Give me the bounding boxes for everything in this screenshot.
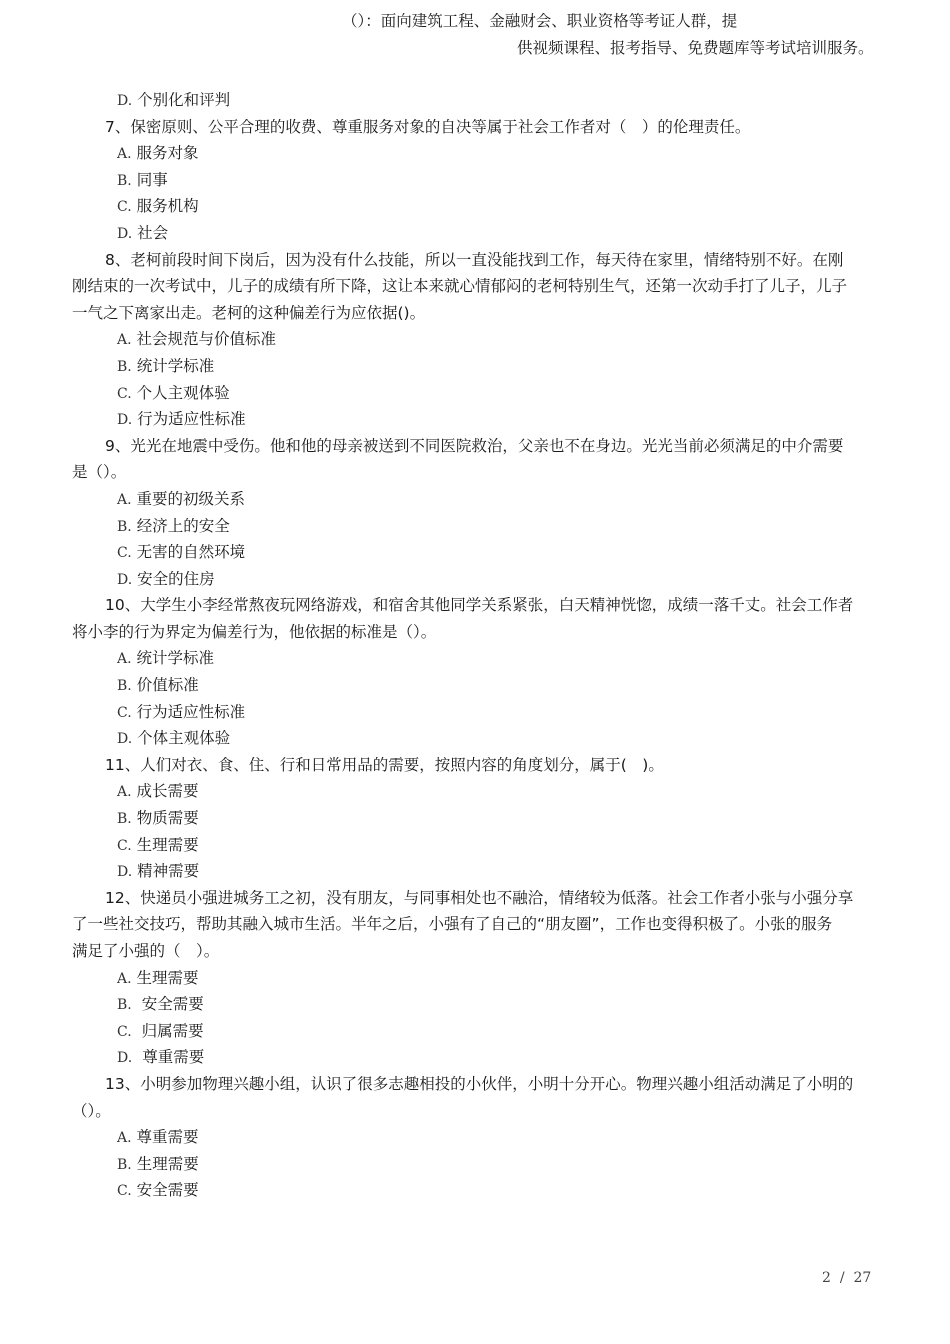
- q9-option-c: C. 无害的自然环境: [117, 543, 246, 562]
- question-13-stem-line-1: 13、小明参加物理兴趣小组，认识了很多志趣相投的小伙伴，小明十分开心。物理兴趣小组活动满足了小明的: [105, 1074, 854, 1093]
- question-content: [72, 87, 878, 1204]
- page-number: 2 / 27: [822, 1270, 872, 1286]
- q12-option-b: B. 安全需要: [117, 995, 204, 1014]
- q8-option-d: D. 行为适应性标准: [117, 410, 246, 429]
- q10-option-b: B. 价值标准: [117, 676, 199, 695]
- option-d: D. 个别化和评判: [117, 91, 231, 109]
- question-10-stem-line-2: 将小李的行为界定为偏差行为，他依据的标准是（）。: [72, 622, 437, 641]
- header-line-2: 供视频课程、报考指导、免费题库等考试培训服务。: [517, 39, 874, 57]
- question-12-stem-line-1: 12、快递员小强进城务工之初，没有朋友，与同事相处也不融洽，情绪较为低落。社会工作者小张与小强分享: [105, 888, 854, 907]
- q10-option-c: C. 行为适应性标准: [117, 702, 246, 721]
- q13-option-c: C. 安全需要: [117, 1181, 199, 1200]
- q11-option-b: B. 物质需要: [117, 809, 199, 828]
- q9-option-a: A. 重要的初级关系: [117, 489, 246, 508]
- question-13-stem-line-2: （）。: [72, 1101, 111, 1120]
- q7-option-d: D. 社会: [117, 223, 169, 242]
- q12-option-d: D. 尊重需要: [117, 1048, 205, 1067]
- q7-option-b: B. 同事: [117, 170, 168, 189]
- q10-option-a: A. 统计学标准: [117, 649, 215, 668]
- q7-option-a: A. 服务对象: [117, 144, 199, 163]
- question-12-stem-line-2: 了一些社交技巧，帮助其融入城市生活。半年之后，小强有了自己的“朋友圈”，工作也变得积极了。小张的服务: [72, 915, 833, 934]
- header-line-1: （）：面向建筑工程、金融财会、职业资格等考证人群，提: [342, 12, 738, 30]
- q8-option-c: C. 个人主观体验: [117, 383, 230, 402]
- question-9-stem-line-2: 是（）。: [72, 463, 127, 482]
- question-9-stem-line-1: 9、光光在地震中受伤。他和他的母亲被送到不同医院救治，父亲也不在身边。光光当前必须满足的中介需要: [105, 436, 844, 455]
- q9-option-b: B. 经济上的安全: [117, 516, 230, 535]
- question-11-stem: 11、人们对衣、食、住、行和日常用品的需要，按照内容的角度划分，属于( )。: [105, 755, 664, 774]
- q8-option-a: A. 社会规范与价值标准: [117, 330, 277, 349]
- q12-option-a: A. 生理需要: [117, 968, 199, 987]
- question-7-stem: 7、保密原则、公平合理的收费、尊重服务对象的自决等属于社会工作者对（ ）的伦理责任。: [105, 117, 751, 136]
- q9-option-d: D. 安全的住房: [117, 569, 215, 588]
- q11-option-a: A. 成长需要: [117, 782, 199, 801]
- q11-option-c: C. 生理需要: [117, 835, 199, 854]
- question-10-stem-line-1: 10、大学生小李经常熬夜玩网络游戏，和宿舍其他同学关系紧张，白天精神恍惚，成绩一落千丈。社会工作者: [105, 596, 854, 615]
- question-8-stem-line-1: 8、老柯前段时间下岗后，因为没有什么技能，所以一直没能找到工作，每天待在家里，情绪特别不好。在刚: [105, 250, 844, 269]
- q13-option-b: B. 生理需要: [117, 1154, 199, 1173]
- question-12-stem-line-3: 满足了小强的（ ）。: [72, 942, 220, 960]
- q8-option-b: B. 统计学标准: [117, 356, 215, 375]
- question-8-stem-line-3: 一气之下离家出走。老柯的这种偏差行为应依据()。: [72, 303, 426, 322]
- q11-option-d: D. 精神需要: [117, 862, 200, 881]
- q13-option-a: A. 尊重需要: [117, 1128, 199, 1147]
- q7-option-c: C. 服务机构: [117, 197, 199, 216]
- q12-option-c: C. 归属需要: [117, 1021, 204, 1040]
- q10-option-d: D. 个体主观体验: [117, 729, 231, 748]
- question-8-stem-line-2: 刚结束的一次考试中，儿子的成绩有所下降，这让本来就心情郁闷的老柯特别生气，还第一次动手打了儿子，儿子: [72, 277, 848, 296]
